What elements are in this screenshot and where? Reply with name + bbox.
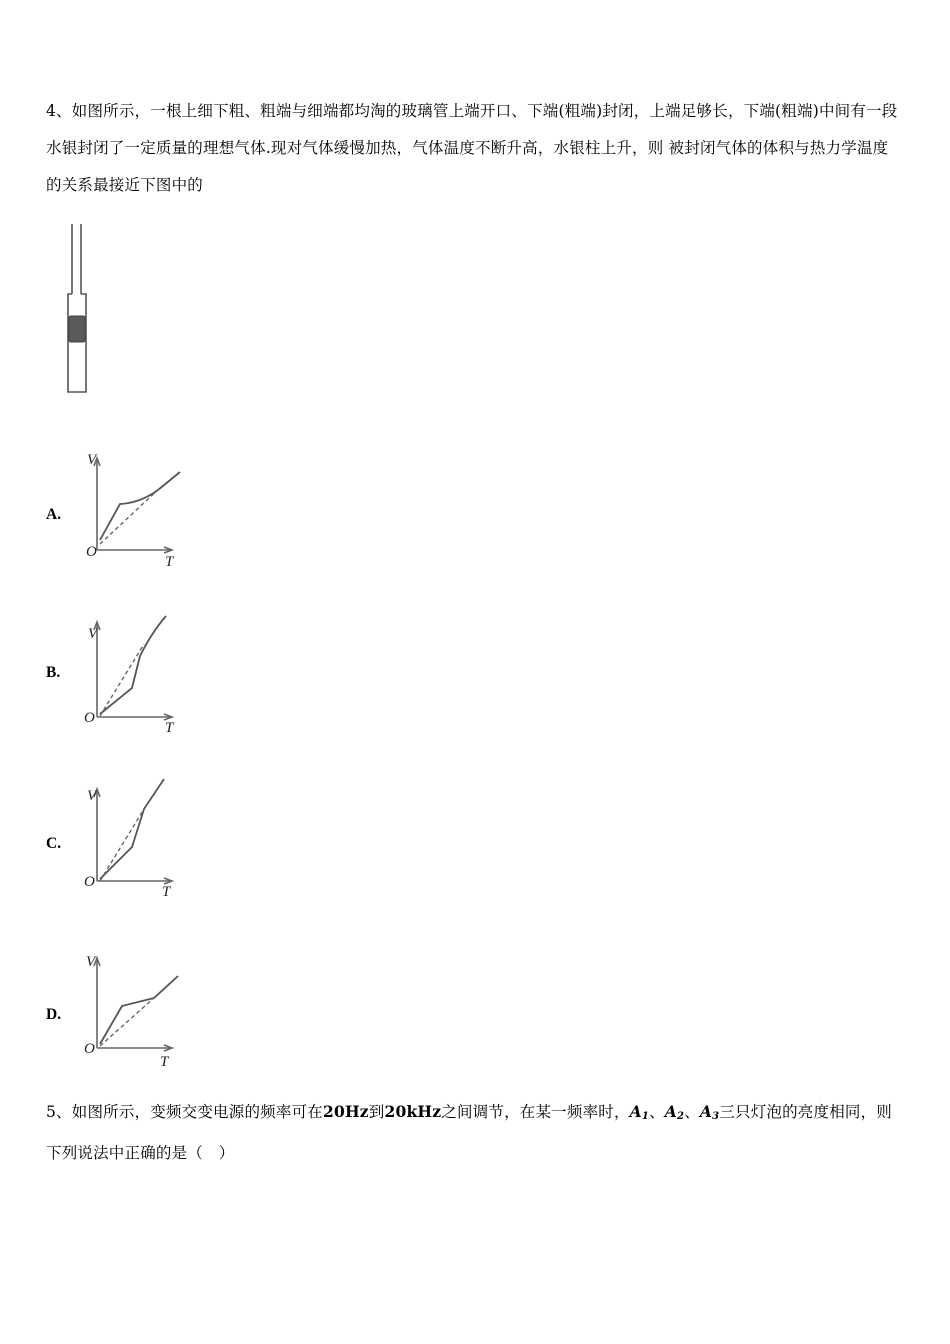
option-b-label: B. (46, 664, 61, 681)
option-c-t-label: T (162, 884, 171, 900)
option-a-origin-label: O (86, 544, 97, 560)
option-d-v-label: V (86, 954, 96, 970)
question-4-text: 4、如图所示，一根上细下粗、粗端与细端都均淘的玻璃管上端开口、下端(粗端)封闭，上端足够长，下端(粗端)中间有一段水银封闭了一定质量的理想气体.现对气体缓慢加热，气体温度不断升高，水银柱上升，则 被封闭气体的体积与热力学温度的关系最接近下图中的 (46, 102, 898, 194)
option-c-origin-label: O (84, 874, 95, 890)
lamp-a3: $A_3$ (699, 1102, 720, 1122)
option-a-v-label: V (87, 452, 97, 468)
option-b-v-label: V (88, 626, 98, 642)
lamp-a1: $A_1$ (629, 1102, 650, 1122)
option-b-graph (80, 612, 190, 737)
option-a-graph (80, 448, 190, 573)
option-b-origin-label: O (84, 710, 95, 726)
option-d-origin-label: O (84, 1041, 95, 1057)
option-c-label: C. (46, 835, 62, 852)
option-a-t-label: T (165, 554, 174, 570)
option-a-label: A. (46, 506, 62, 523)
option-d-label: D. (46, 1006, 62, 1023)
option-c-v-label: V (87, 788, 97, 804)
option-c-graph (80, 775, 190, 900)
mercury-column (69, 316, 85, 342)
option-d-t-label: T (160, 1054, 169, 1070)
glass-tube-figure (58, 222, 98, 397)
option-b-t-label: T (165, 720, 174, 736)
question-5-text: 5、如图所示，变频交变电源的频率可在20Hz到20kHz之间调节，在某一频率时，$A_1$、$A_2$、$A_3$三只灯泡的亮度相同，则下列说法中正确的是（ ） (46, 1102, 892, 1162)
option-d-graph (80, 948, 190, 1073)
lamp-a2: $A_2$ (664, 1102, 685, 1122)
